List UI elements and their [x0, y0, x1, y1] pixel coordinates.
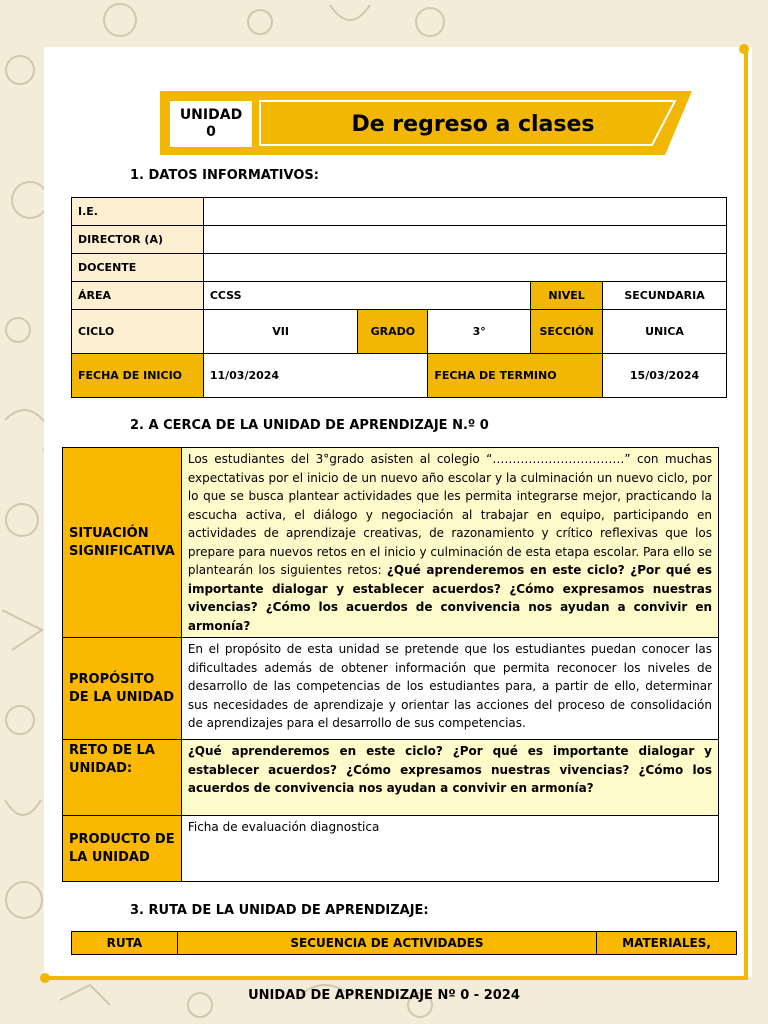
col-ruta: RUTA — [72, 932, 178, 955]
datos-informativos-table — [71, 197, 727, 398]
unidad-aprendizaje-table — [62, 447, 719, 882]
seccion-label: SECCIÓN — [531, 310, 603, 354]
director-value — [203, 226, 726, 254]
situacion-retos: ¿Qué aprenderemos en este ciclo? ¿Por qué es importante dialogar y establecer acuerdos? ¿Cómo expresamos nuestras vivencias? ¿Cómo los acuerdos de convivencia nos ayudan a convivir en armonía? — [187, 563, 712, 633]
area-value: CCSS — [203, 282, 530, 310]
ruta-table — [71, 931, 737, 955]
proposito-text: En el propósito de esta unidad se pretende que los estudiantes puedan conocer las dificultades además de obtener información que permita reconocer los niveles de desarrollo de las competencias de los estudiantes para, a partir de ello, determinar sus necesidades de aprendizaje y orientar las acciones del proceso de consolidación de aprendizajes para el desarrollo de sus competencias. — [181, 638, 718, 740]
section1-heading: 1. DATOS INFORMATIVOS: — [130, 168, 319, 183]
fecha-termino-value: 15/03/2024 — [603, 354, 727, 398]
grado-value: 3° — [428, 310, 531, 354]
ciclo-value: VII — [203, 310, 358, 354]
table-row — [72, 226, 727, 254]
reto-label: RETO DE LA UNIDAD: — [63, 740, 182, 816]
page-border-bottom — [44, 976, 748, 980]
grado-label: GRADO — [358, 310, 428, 354]
unit-label: UNIDAD — [179, 107, 243, 123]
page-footer: UNIDAD DE APRENDIZAJE Nº 0 - 2024 — [248, 988, 520, 1003]
reto-text: ¿Qué aprenderemos en este ciclo? ¿Por qué es importante dialogar y establecer acuerdos? ¿Cómo expresamos nuestras vivencias? ¿Cómo los acuerdos de convivencia nos ayudan a convivir en armonía? — [181, 740, 718, 816]
unit-number: 0 — [206, 124, 216, 140]
border-dot-bottom — [40, 973, 50, 983]
table-row — [72, 254, 727, 282]
fecha-inicio-label: FECHA DE INICIO — [72, 354, 204, 398]
table-row — [72, 310, 727, 354]
table-row — [72, 282, 727, 310]
situacion-cell — [181, 448, 718, 638]
table-row — [63, 448, 719, 638]
table-row — [63, 740, 719, 816]
ciclo-label: CICLO — [72, 310, 204, 354]
table-row — [72, 198, 727, 226]
table-row — [72, 932, 737, 955]
page-border-right — [744, 47, 748, 977]
proposito-label: PROPÓSITO DE LA UNIDAD — [63, 638, 182, 740]
border-dot-top — [739, 44, 749, 54]
docente-value — [203, 254, 726, 282]
unit-number-box — [168, 99, 254, 149]
director-label: DIRECTOR (A) — [72, 226, 204, 254]
col-secuencia: SECUENCIA DE ACTIVIDADES — [177, 932, 596, 955]
ie-label: I.E. — [72, 198, 204, 226]
fecha-inicio-value: 11/03/2024 — [203, 354, 428, 398]
seccion-value: UNICA — [603, 310, 727, 354]
table-row — [63, 638, 719, 740]
section2-heading: 2. A CERCA DE LA UNIDAD DE APRENDIZAJE N.º 0 — [130, 418, 489, 433]
section3-heading: 3. RUTA DE LA UNIDAD DE APRENDIZAJE: — [130, 903, 429, 918]
nivel-value: SECUNDARIA — [603, 282, 727, 310]
table-row — [72, 354, 727, 398]
docente-label: DOCENTE — [72, 254, 204, 282]
col-materiales: MATERIALES, — [597, 932, 737, 955]
fecha-termino-label: FECHA DE TERMINO — [428, 354, 603, 398]
producto-label: PRODUCTO DE LA UNIDAD — [63, 816, 182, 882]
situacion-text: Los estudiantes del 3°grado asisten al colegio “……………………………” con muchas expectativas por el inicio de un nuevo año escolar y la culminación un nuevo ciclo, por lo que se busca plantear actividades que les permita integrarse mejor, practicando la escucha activa, el diálogo y negociación al trabajar en equipo, participando en actividades de aprendizaje creativas, de razonamiento y crítico reflexivas que los prepare para nuevos retos en el inicio y culminación de esta etapa escolar. Para ello se plantearán los siguientes retos: — [187, 452, 712, 577]
area-label: ÁREA — [72, 282, 204, 310]
situacion-label: SITUACIÓN SIGNIFICATIVA — [63, 448, 182, 638]
table-row — [63, 816, 719, 882]
nivel-label: NIVEL — [531, 282, 603, 310]
unit-title: De regreso a clases — [351, 112, 595, 137]
ie-value — [203, 198, 726, 226]
producto-text: Ficha de evaluación diagnostica — [181, 816, 718, 882]
